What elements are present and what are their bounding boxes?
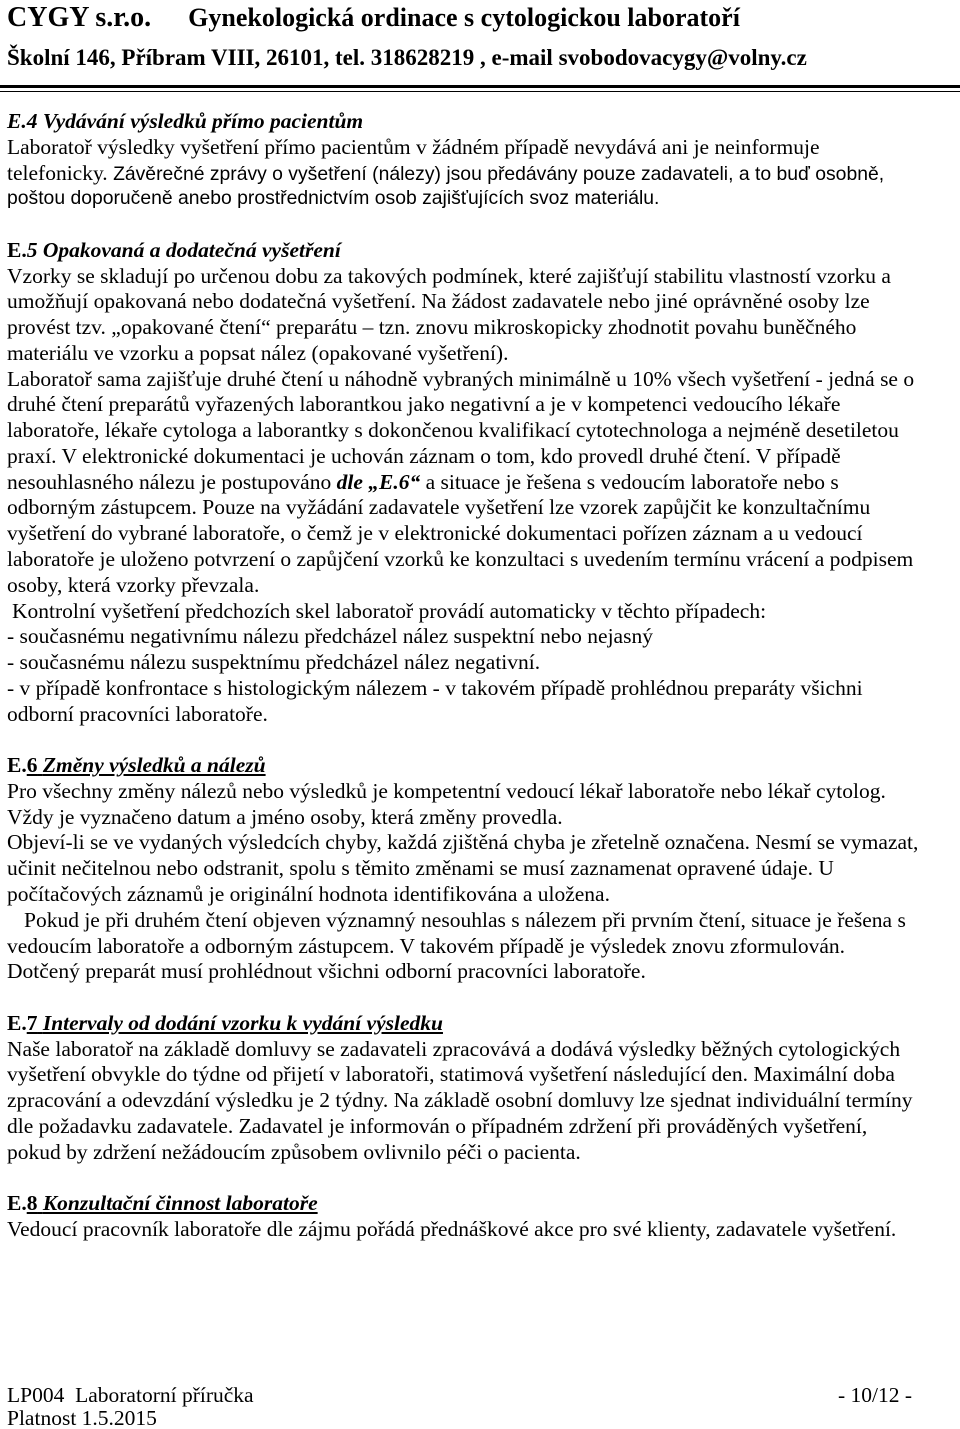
body-line: Vždy je vyznačeno datum a jméno osoby, která změny provedla. (7, 804, 563, 829)
body-line: laboratoře je uloženo potvrzení o zapůjčení vzorků ke konzultaci s uvedením termínu vrácení a podpisem (7, 547, 914, 572)
body-line: dle požadavku zadavatele. Zadavatel je informován o případném zdržení při prováděných vyšetření, (7, 1113, 868, 1138)
body-line: materiálu ve vzorku a popsat nález (opakované vyšetření). (7, 340, 509, 365)
body-line (7, 470, 839, 496)
body-line-segment: a situace je řešena s vedoucím laboratoře nebo s (425, 469, 839, 494)
blank-line (7, 985, 918, 1011)
blank-line (7, 1165, 918, 1191)
body-line (7, 161, 884, 187)
body-line: odborným zástupcem. Pouze na vyžádání zadavatele vyšetření lze vzorek zapůjčit ke konzultačnímu (7, 495, 871, 520)
footer-document-name: LP004 Laboratorní příručka (7, 1383, 254, 1407)
heading-prefix: E. (7, 237, 27, 262)
list-item: - současnému negativnímu nálezu předcházel nález suspektní nebo nejasný (7, 624, 653, 649)
company-name: CYGY s.r.o. (7, 2, 152, 33)
heading-prefix: E. (7, 753, 27, 778)
letterhead-title-row (7, 0, 740, 36)
body-line: druhé čtení preparátů vyřazených laborantkou jako negativní a je v kompetenci vedoucího lékaře (7, 392, 841, 417)
footer-page-number: - 10/12 - (838, 1383, 913, 1407)
body-line: vyšetření obvykle do týdne od přijetí v laboratoři, statimová vyšetření následující den. Maximální doba (7, 1062, 895, 1087)
body-line: Laboratoř výsledky vyšetření přímo pacientům v žádném případě nevydává ani je neinformuje (7, 134, 820, 159)
section-heading-e5 (7, 238, 341, 264)
body-line: Vedoucí pracovník laboratoře dle zájmu pořádá přednáškové akce pro své klienty, zadavatele vyšetření. (7, 1216, 897, 1241)
company-subtitle: Gynekologická ordinace s cytologickou laboratoří (188, 3, 740, 32)
section-heading-e4 (7, 109, 363, 135)
heading-number: 4 (26, 109, 38, 133)
body-line-segment: Závěrečné zprávy o vyšetření (nálezy) jsou předávány pouze zadavateli, a to buď osobně, (113, 162, 885, 185)
heading-title: Změny výsledků a nálezů (42, 753, 266, 778)
section-reference: dle „E.6“ (336, 469, 421, 494)
body-line: Dotčený preparát musí prohlédnout všichni odborní pracovníci laboratoře. (7, 959, 646, 984)
blank-line (7, 212, 918, 238)
heading-title: Vydávání výsledků přímo pacientům (42, 109, 364, 133)
body-line-segment: nesouhlasného nálezu je postupováno (7, 469, 332, 494)
body-line: laboratoře, lékaře cytologa a laborantky s dokončenou kvalifikací cytotechnologa a nejméně desetiletou (7, 418, 899, 443)
heading-number: 8 (26, 1191, 38, 1216)
heading-number: 5 (26, 237, 38, 262)
body-line: odborní pracovníci laboratoře. (7, 701, 268, 726)
body-line: osoby, která vzorky převzala. (7, 572, 260, 597)
body-line: počítačových záznamů je originální hodnota identifikována a uložena. (7, 881, 610, 906)
heading-prefix: E. (7, 109, 27, 133)
body-line: provést tzv. „opakované čtení“ preparátu – tzn. znovu mikroskopicky zhodnotit povahu buněčného (7, 315, 857, 340)
company-address: Školní 146, Příbram VIII, 26101, tel. 318628219 , e-mail svobodovacygy@volny.cz (7, 45, 807, 70)
document-body (7, 109, 918, 1243)
body-line: Laboratoř sama zajišťuje druhé čtení u náhodně vybraných minimálně u 10% všech vyšetření - jedná se o (7, 366, 915, 391)
body-line: učinit nečitelnou nebo odstranit, spolu s těmito změnami se musí zaznamenat opravené údaje. U (7, 856, 834, 881)
body-line: Objeví-li se ve vydaných výsledcích chyby, každá zjištěná chyba je zřetelně označena. Nesmí se vymazat, (7, 830, 919, 855)
header-rule (0, 85, 960, 88)
body-line: poštou doporučeně anebo prostřednictvím osob zajišťujících svoz materiálu. (7, 187, 660, 210)
body-line: vedoucím laboratoře a odborným zástupcem. V takovém případě je výsledek znovu zformulován. (7, 933, 846, 958)
section-heading-e8 (7, 1191, 318, 1217)
body-line: Pokud je při druhém čtení objeven významný nesouhlas s nálezem při prvním čtení, situace je řešena s (24, 907, 906, 932)
header-rule-thin (0, 91, 960, 92)
body-line: Kontrolní vyšetření předchozích skel laboratoř provádí automaticky v těchto případech: (12, 598, 767, 623)
body-line-segment: telefonicky. (7, 160, 108, 185)
body-line: vyšetření do vybrané laboratoře, o čemž je v elektronické dokumentaci pořízen záznam a u vedoucí (7, 521, 863, 546)
footer-validity: Platnost 1.5.2015 (7, 1406, 157, 1429)
body-line: zpracování a odevzdání výsledku je 2 týdny. Na základě osobní domluvy lze sjednat individuální termíny (7, 1088, 913, 1113)
body-line: Vzorky se skladují po určenou dobu za takových podmínek, které zajišťují stabilitu vlastností vzorku a (7, 263, 891, 288)
heading-prefix: E. (7, 1010, 27, 1035)
list-item: - současnému nálezu suspektnímu předcházel nález negativní. (7, 650, 541, 675)
body-line: praxí. V elektronické dokumentaci je uchován záznam o tom, kdo provedl druhé čtení. V případě (7, 443, 841, 468)
blank-line (7, 727, 918, 753)
heading-title: Opakovaná a dodatečná vyšetření (42, 237, 341, 262)
section-heading-e7 (7, 1011, 443, 1037)
list-item: - v případě konfrontace s histologickým nálezem - v takovém případě prohlédnou preparáty všichni (7, 675, 863, 700)
body-line: pokud by zdržení nežádoucím způsobem ovlivnilo péči o pacienta. (7, 1139, 581, 1164)
heading-number: 7 (26, 1010, 38, 1035)
heading-number: 6 (26, 753, 38, 778)
heading-title: Intervaly od dodání vzorku k vydání výsledku (42, 1010, 443, 1035)
section-heading-e6 (7, 753, 266, 779)
body-line: Naše laboratoř na základě domluvy se zadavateli zpracovává a dodává výsledky běžných cytologických (7, 1036, 901, 1061)
body-line: Pro všechny změny nálezů nebo výsledků je kompetentní vedoucí lékař laboratoře nebo lékař cytolog. (7, 778, 886, 803)
body-line: umožňují opakovaná nebo dodatečná vyšetření. Na žádost zadavatele nebo jiné oprávněné osoby lze (7, 289, 870, 314)
heading-prefix: E. (7, 1191, 27, 1216)
heading-title: Konzultační činnost laboratoře (42, 1191, 318, 1216)
